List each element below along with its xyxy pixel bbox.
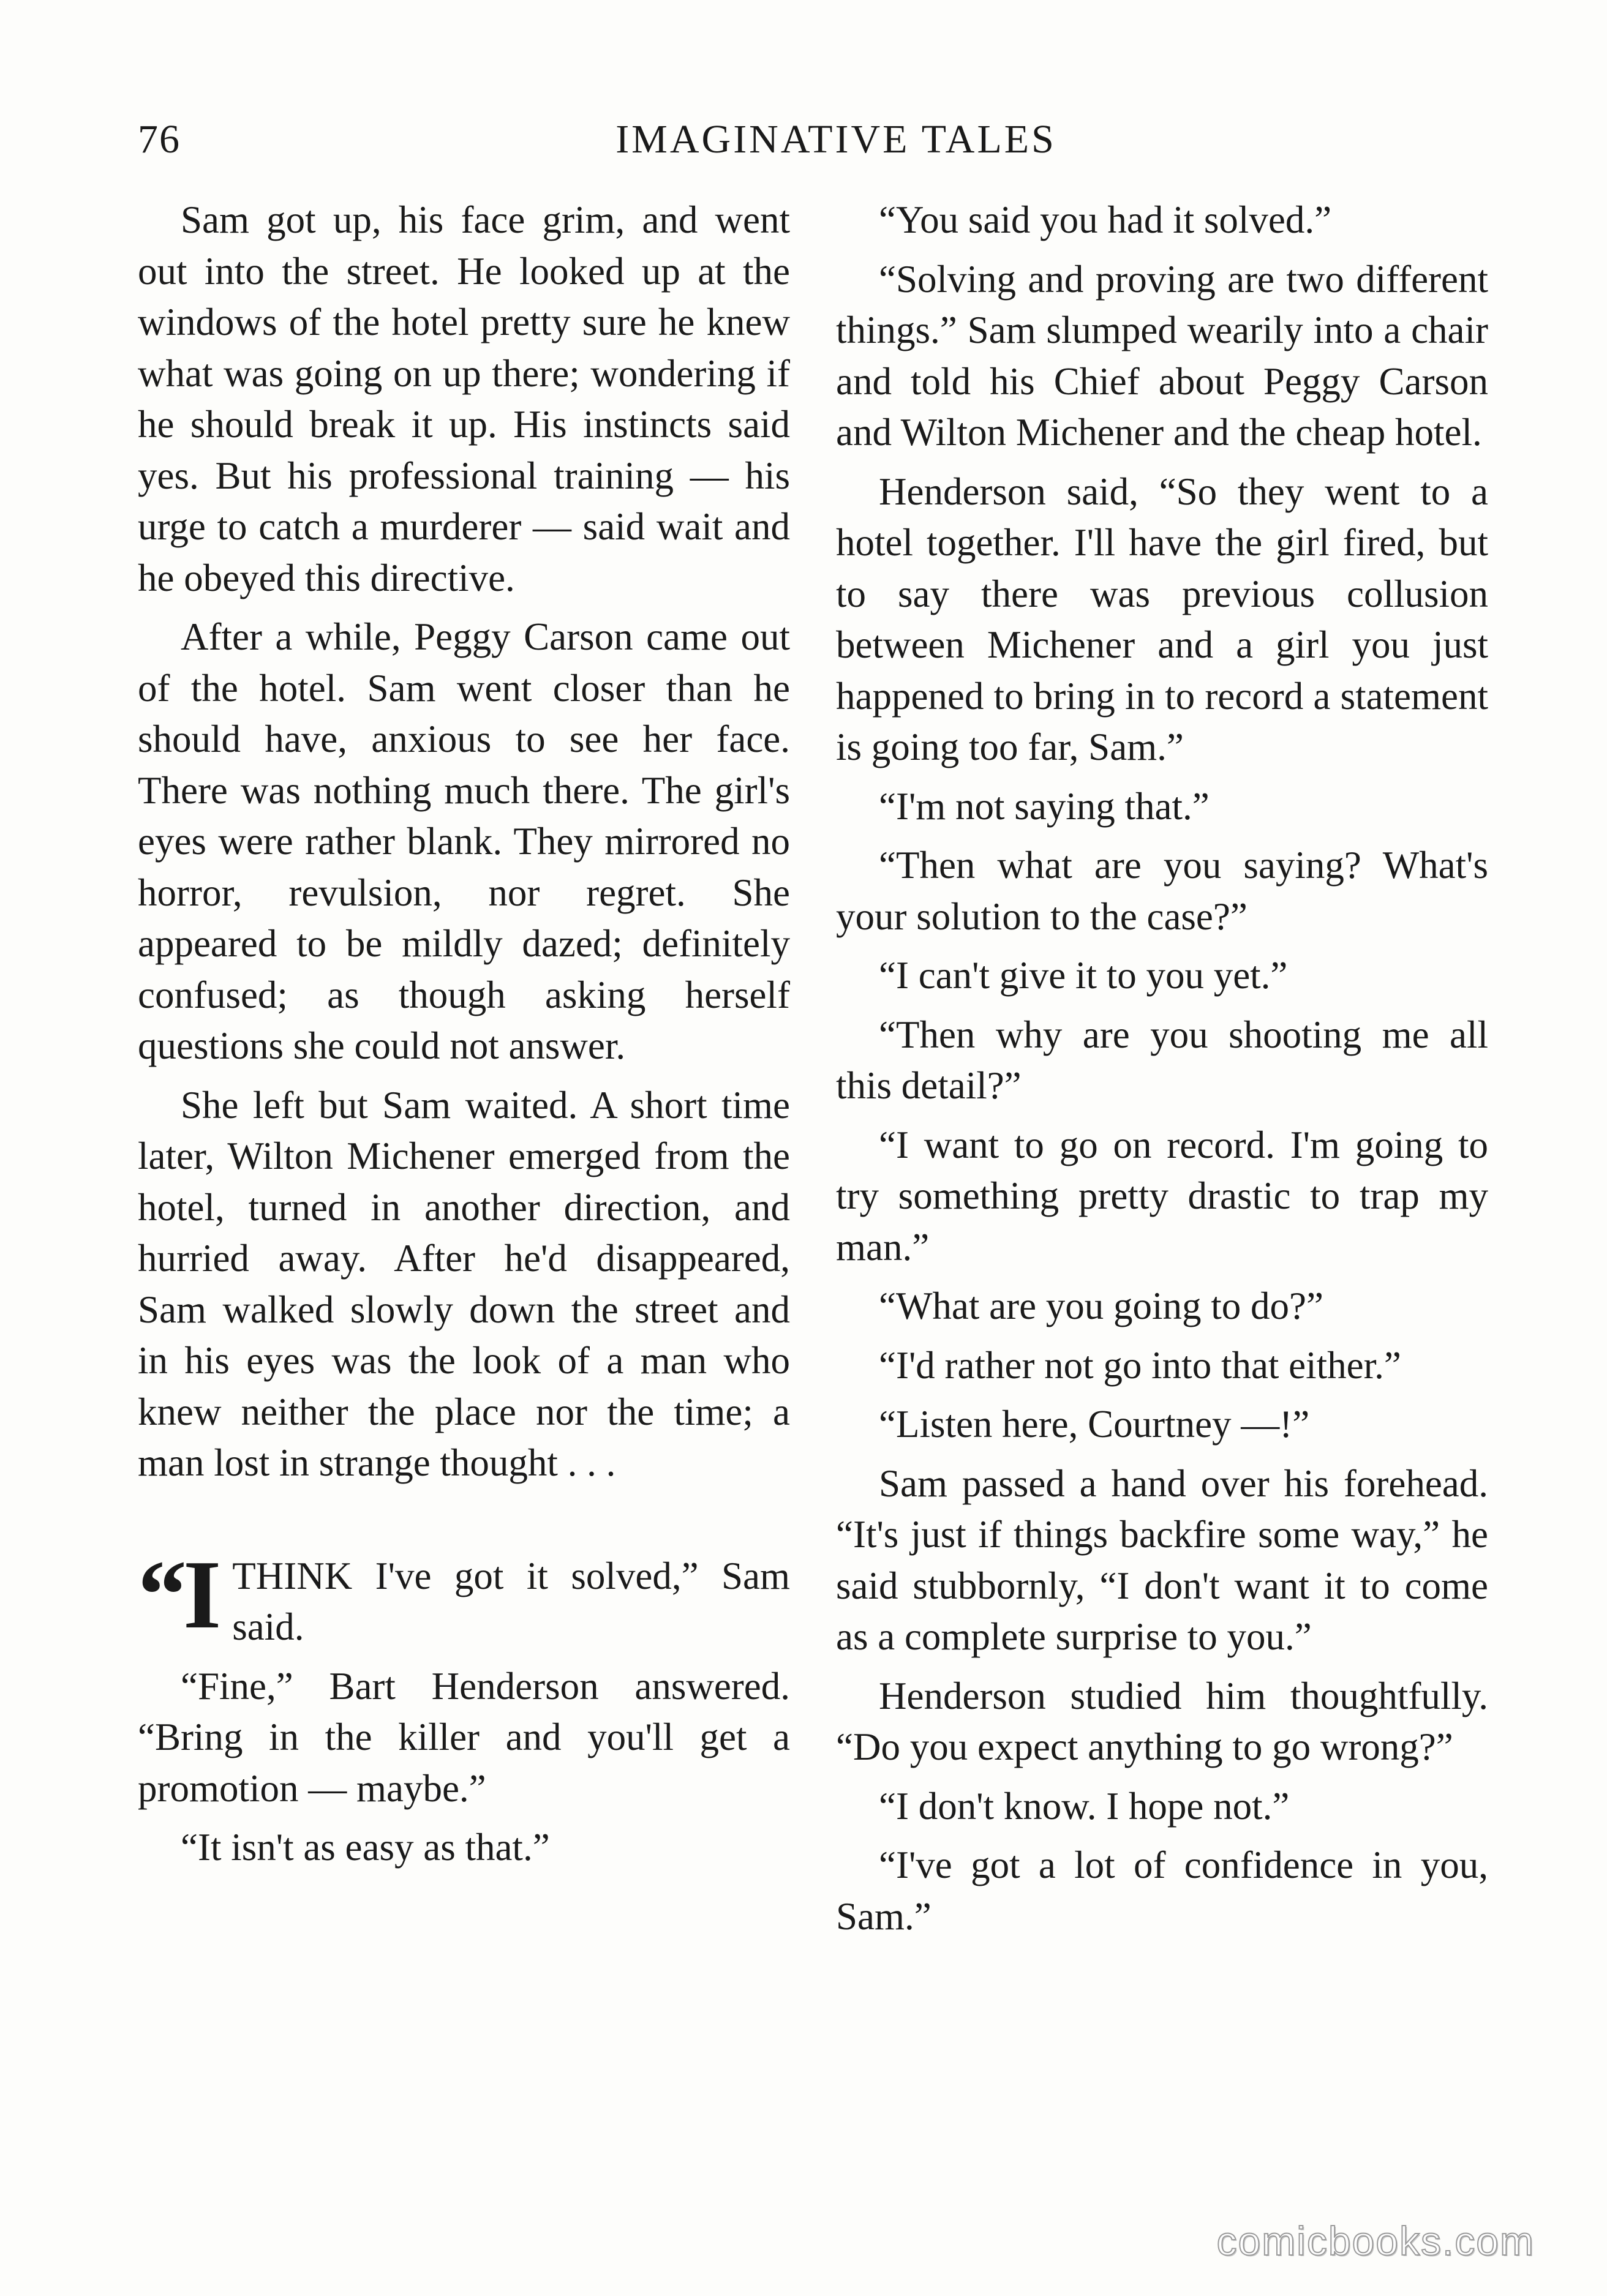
paragraph: “Listen here, Courtney —!” — [879, 1403, 1310, 1446]
paragraph: “I've got a lot of confidence in you, Sam.” — [836, 1844, 1488, 1938]
page-header — [138, 116, 1479, 171]
paragraph: “Fine,” Bart Henderson answered. “Bring in the killer and you'll get a promotion — maybe.” — [138, 1664, 790, 1810]
paragraph: “I'd rather not go into that either.” — [879, 1343, 1401, 1387]
paragraph: “It isn't as easy as that.” — [181, 1826, 550, 1869]
section-break — [138, 1497, 790, 1551]
paragraph: “Solving and proving are two different things.” Sam slumped wearily into a chair and told his Chief about Peggy Carson and Wilton Michener and the cheap hotel. — [836, 257, 1488, 454]
paragraph: “You said you had it solved.” — [879, 198, 1332, 241]
left-column — [138, 195, 790, 1881]
paragraph: “I want to go on record. I'm going to try something pretty drastic to trap my man.” — [836, 1123, 1488, 1269]
paragraph: “Then why are you shooting me all this detail?” — [836, 1013, 1488, 1107]
paragraph: She left but Sam waited. A short time later, Wilton Michener emerged from the hotel, turned in another direction, and hurried away. After he'd disappeared, Sam walked slowly down the street and in his eyes was the look of a man who knew neither the place nor the time; a man lost in strange thought . . . — [138, 1083, 790, 1484]
paragraph: Henderson said, “So they went to a hotel together. I'll have the girl fired, but to say there was previous collusion between Michener and a girl you just happened to bring in to record a statement is going too far, Sam.” — [836, 470, 1488, 768]
right-column — [836, 195, 1488, 1950]
section-opening-paragraph — [138, 1539, 790, 1653]
paragraph: “What are you going to do?” — [879, 1285, 1323, 1327]
watermark-logo: comicbooks.com — [1216, 2218, 1535, 2264]
paragraph: Sam passed a hand over his forehead. “It's just if things backfire some way,” he said stubbornly, “I don't want it to come as a complete surprise to you.” — [836, 1461, 1488, 1658]
drop-cap-paragraph-text: THINK I've got it solved,” Sam said. — [232, 1554, 790, 1648]
paragraph: “Then what are you saying? What's your solution to the case?” — [836, 844, 1488, 938]
paragraph: Henderson studied him thoughtfully. “Do you expect anything to go wrong?” — [836, 1674, 1488, 1768]
paragraph: “I don't know. I hope not.” — [879, 1784, 1290, 1828]
paragraph: “I can't give it to you yet.” — [879, 954, 1288, 997]
drop-cap: “I — [138, 1539, 218, 1649]
paragraph: “I'm not saying that.” — [879, 784, 1210, 828]
running-title: IMAGINATIVE TALES — [615, 117, 1056, 162]
page-number: 76 — [138, 117, 181, 162]
paragraph: Sam got up, his face grim, and went out into the street. He looked up at the windows of the hotel pretty sure he knew what was going on up there; wondering if he should break it up. His instincts said yes. But his professional training — his urge to catch a murderer — said wait and he obeyed this directive. — [138, 198, 790, 599]
paragraph: After a while, Peggy Carson came out of the hotel. Sam went closer than he should have, anxious to see her face. There was nothing much there. The girl's eyes were rather blank. They mirrored no horror, revulsion, nor regret. She appeared to be mildly dazed; definitely confused; as though asking herself questions she could not answer. — [138, 615, 790, 1067]
